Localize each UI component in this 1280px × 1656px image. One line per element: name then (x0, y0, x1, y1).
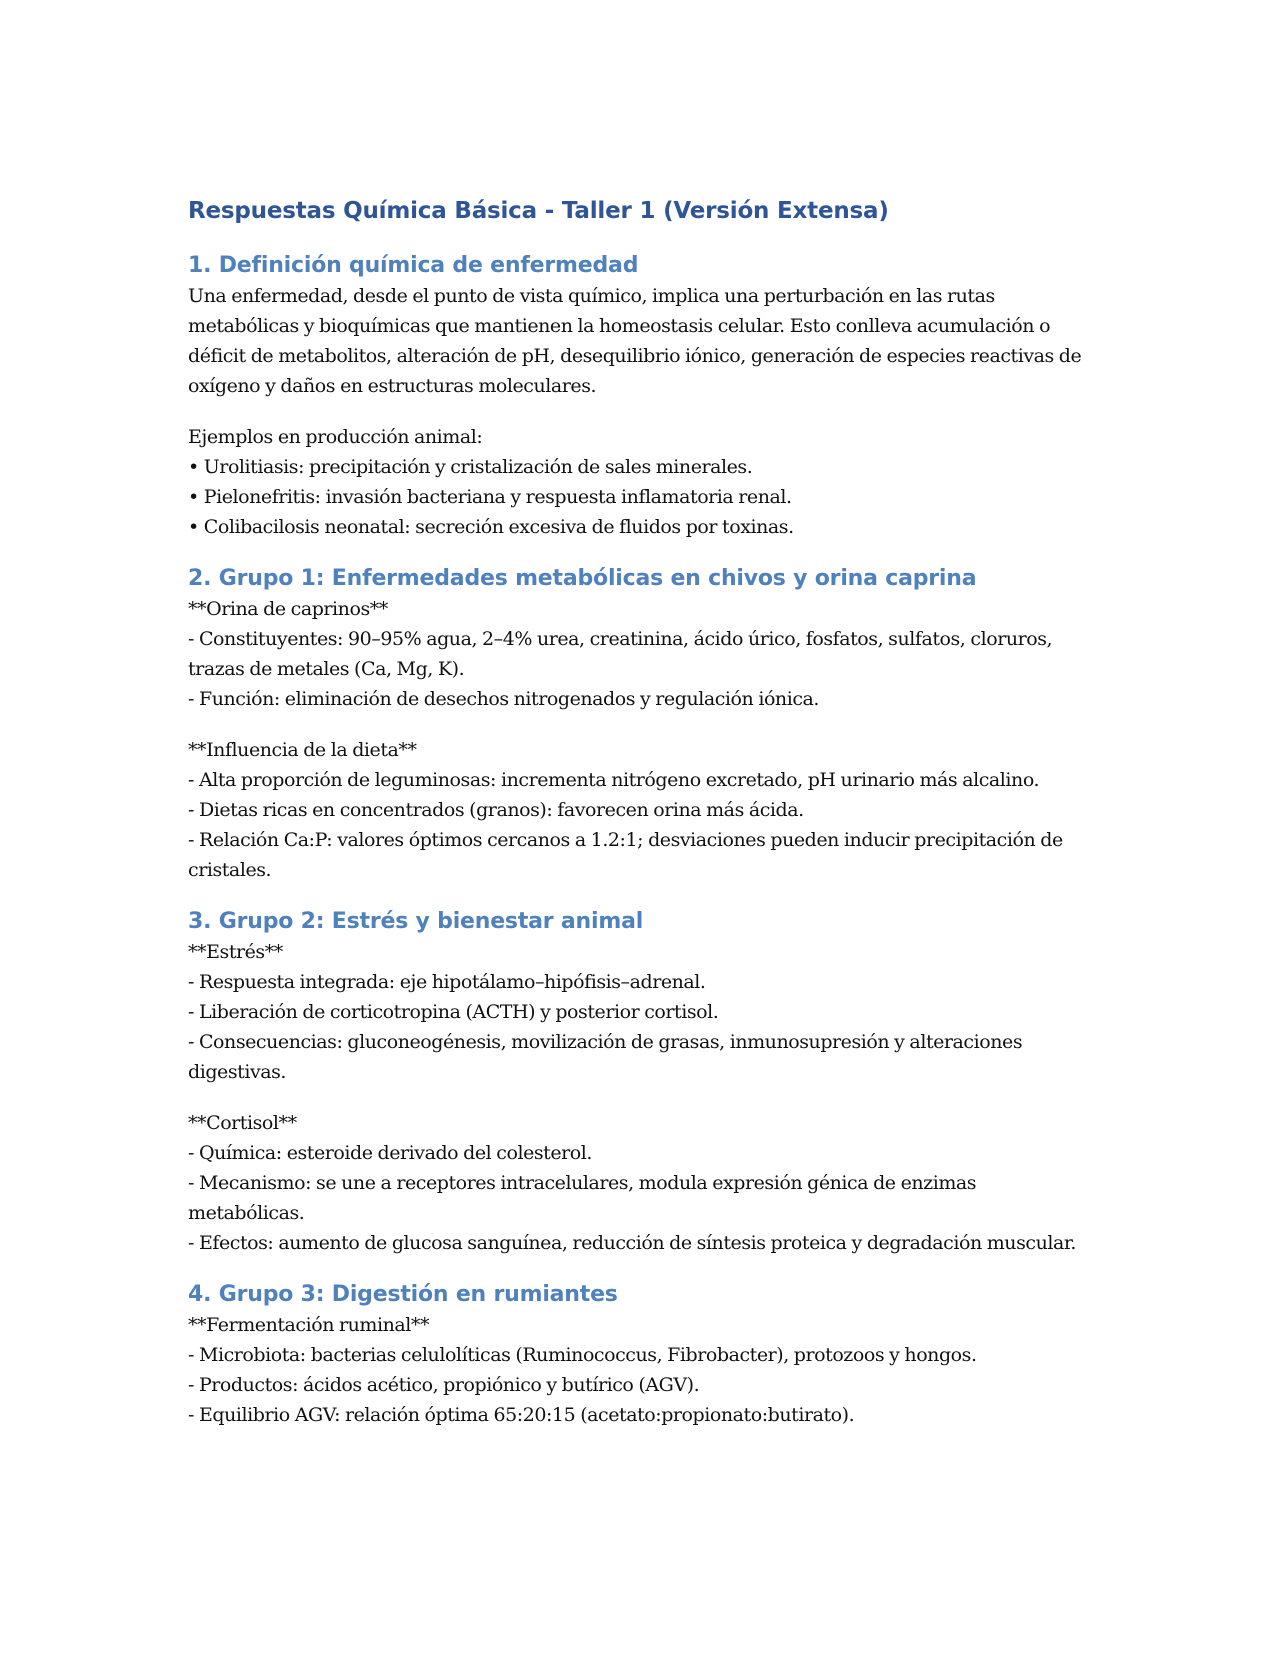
list-item: - Función: eliminación de desechos nitrogenados y regulación iónica. (188, 688, 820, 710)
subheading-line: **Orina de caprinos** (188, 598, 388, 620)
list-item: - Efectos: aumento de glucosa sanguínea, reducción de síntesis proteica y degradación muscular. (188, 1232, 1076, 1254)
list-item: - Alta proporción de leguminosas: incrementa nitrógeno excretado, pH urinario más alcalino. (188, 769, 1040, 791)
list-item: - Liberación de corticotropina (ACTH) y posterior cortisol. (188, 1001, 719, 1023)
list-item: - Productos: ácidos acético, propiónico y butírico (AGV). (188, 1374, 700, 1396)
subheading-line: **Estrés** (188, 941, 283, 963)
paragraph (188, 281, 1088, 401)
subheading-line: **Influencia de la dieta** (188, 739, 417, 761)
text-line: Una enfermedad, desde el punto de vista químico, implica una perturbación en las rutas metabólicas y bioquímicas que mantienen la homeostasis celular. Esto conlleva acumulación o déficit de metabolitos, alteración de pH, desequilibrio iónico, generación de especies reactivas de oxígeno y daños en estructuras moleculares. (188, 285, 1082, 397)
list-item: - Consecuencias: gluconeogénesis, movilización de grasas, inmunosupresión y alteraciones digestivas. (188, 1031, 1023, 1083)
paragraph (188, 735, 1088, 885)
paragraph (188, 422, 1088, 542)
section-heading: 3. Grupo 2: Estrés y bienestar animal (188, 909, 644, 934)
list-item: - Microbiota: bacterias celulolíticas (Ruminococcus, Fibrobacter), protozoos y hongos. (188, 1344, 977, 1366)
document-title: Respuestas Química Básica - Taller 1 (Versión Extensa) (188, 198, 889, 224)
section-1 (188, 251, 1088, 542)
bullet-item: • Urolitiasis: precipitación y cristalización de sales minerales. (188, 456, 753, 478)
text-line: Ejemplos en producción animal: (188, 426, 483, 448)
section-2 (188, 564, 1088, 885)
paragraph (188, 1108, 1088, 1258)
list-item: - Relación Ca:P: valores óptimos cercanos a 1.2:1; desviaciones pueden inducir precipitación de cristales. (188, 829, 1063, 881)
section-3 (188, 907, 1088, 1258)
bullet-item: • Pielonefritis: invasión bacteriana y respuesta inflamatoria renal. (188, 486, 792, 508)
document-page (188, 196, 1088, 1452)
list-item: - Mecanismo: se une a receptores intracelulares, modula expresión génica de enzimas metabólicas. (188, 1172, 977, 1224)
list-item: - Dietas ricas en concentrados (granos): favorecen orina más ácida. (188, 799, 804, 821)
section-4 (188, 1280, 1088, 1430)
paragraph (188, 937, 1088, 1087)
paragraph (188, 1310, 1088, 1430)
list-item: - Constituyentes: 90–95% agua, 2–4% urea, creatinina, ácido úrico, fosfatos, sulfatos, cloruros, trazas de metales (Ca, Mg, K). (188, 628, 1053, 680)
paragraph (188, 594, 1088, 714)
list-item: - Equilibrio AGV: relación óptima 65:20:15 (acetato:propionato:butirato). (188, 1404, 855, 1426)
list-item: - Química: esteroide derivado del colesterol. (188, 1142, 592, 1164)
subheading-line: **Cortisol** (188, 1112, 297, 1134)
list-item: - Respuesta integrada: eje hipotálamo–hipófisis–adrenal. (188, 971, 706, 993)
section-heading: 2. Grupo 1: Enfermedades metabólicas en chivos y orina caprina (188, 566, 977, 591)
section-heading: 1. Definición química de enfermedad (188, 253, 639, 278)
section-heading: 4. Grupo 3: Digestión en rumiantes (188, 1282, 618, 1307)
bullet-item: • Colibacilosis neonatal: secreción excesiva de fluidos por toxinas. (188, 516, 794, 538)
subheading-line: **Fermentación ruminal** (188, 1314, 430, 1336)
